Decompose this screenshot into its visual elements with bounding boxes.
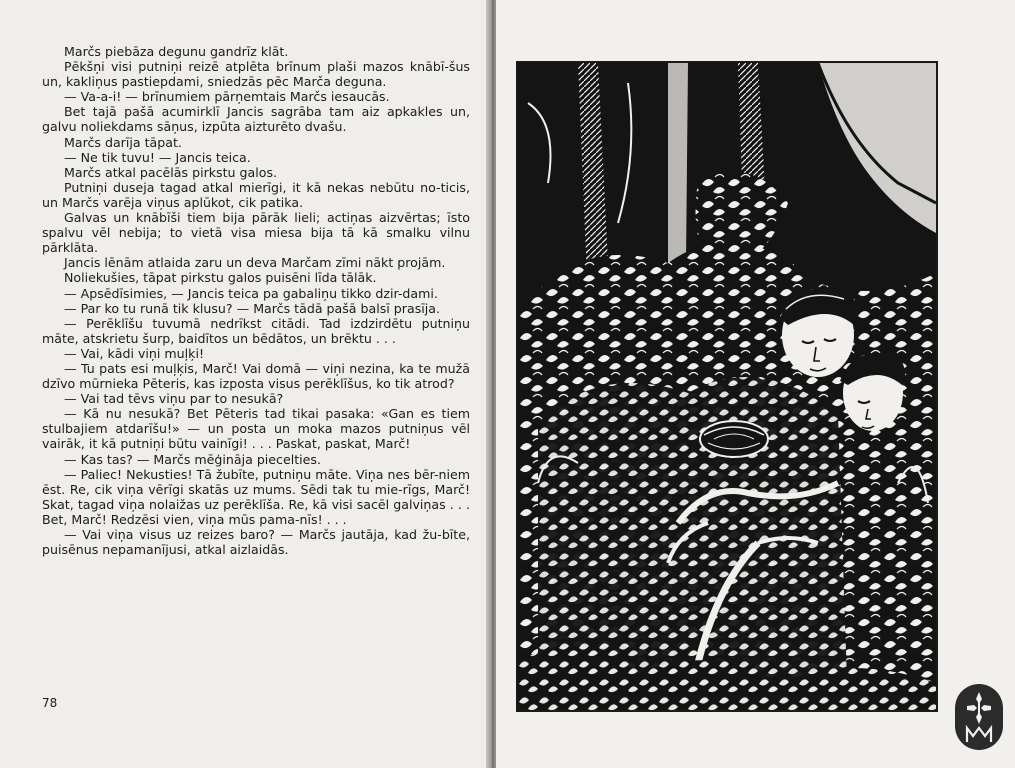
paragraph: — Vai, kādi viņi muļķi!: [64, 345, 204, 361]
paragraph: — Perēklīšu tuvumā nedrīkst citādi. Tad izdzirdētu putniņu māte, atskrietu šurp, baidītos un bēdātos, un brēktu . . .: [42, 315, 470, 346]
paragraph: Marčs piebāza degunu gandrīz klāt.: [64, 44, 289, 59]
paragraph: Putniņi duseja tagad atkal mierīgi, it kā nekas nebūtu no-ticis, un Marčs varēja viņus aplūkot, cik patika.: [42, 179, 470, 210]
paragraph: Bet tajā pašā acumirklī Jancis sagrāba tam aiz apkakles un, galvu noliekdams sāņus, izpūta aizturēto dvašu.: [42, 104, 470, 135]
story-text: [42, 44, 470, 557]
woodcut-illustration: [518, 63, 936, 710]
watermark-logo: [955, 684, 1003, 750]
snowflake-m-emblem-icon: [955, 684, 1003, 750]
paragraph: — Kas tas? — Marčs mēģināja piecelties.: [64, 451, 321, 467]
paragraph: — Apsēdīsimies, — Jancis teica pa gabaliņu tikko dzir-dami.: [64, 285, 438, 301]
paragraph: — Par ko tu runā tik klusu? — Marčs tādā pašā balsī prasīja.: [64, 300, 440, 316]
paragraph: Pēkšņi visi putniņi reizē atplēta brīnum plaši mazos knābī-šus un, kakliņus pastiepdami, sniedzās pēc Marča deguna.: [42, 59, 470, 90]
paragraph: — Vai tad tēvs viņu par to nesukā?: [64, 391, 284, 407]
paragraph: Noliekušies, tāpat pirkstu galos puisēni līda tālāk.: [64, 270, 377, 286]
paragraph: — Paliec! Nekusties! Tā žubīte, putniņu māte. Viņa nes bēr-niem ēst. Re, cik viņa vērīgi skatās uz mums. Sēdi tak tu mie-rīgs, Marč! Skat, tagad viņa nolaižas uz perēklīša. Re, kā visi sacēl galviņas . . . Bet, Marč! Redzēsi vien, viņa mūs pama-nīs! . . .: [42, 466, 470, 527]
paragraph: Jancis lēnām atlaida zaru un deva Marčam zīmi nākt projām.: [64, 255, 446, 271]
paragraph: Marčs darīja tāpat.: [64, 134, 182, 150]
paragraph: — Vai viņa visus uz reizes baro? — Marčs jautāja, kad žu-bīte, puisēnus nepamanījusi, atkal aizlaidās.: [42, 527, 470, 558]
left-page: [0, 0, 490, 768]
page-number: 78: [42, 696, 58, 710]
paragraph: Marčs atkal pacēlās pirkstu galos.: [64, 164, 278, 180]
paragraph: — Kā nu nesukā? Bet Pēteris tad tikai pasaka: «Gan es tiem stulbajiem atdarīšu!» — un posta un moka mazos putniņus vēl vairāk, it kā putniņi būtu vainīgi! . . . Paskat, paskat, Marč!: [42, 406, 470, 452]
paragraph: Galvas un knābīši tiem bija pārāk lieli; actiņas aizvērtas; īsto spalvu vēl nebija; to vietā visa miesa bija tā kā smalku vilnu pārklāta.: [42, 210, 470, 256]
paragraph: — Ne tik tuvu! — Jancis teica.: [64, 149, 251, 165]
paragraph: — Tu pats esi muļķis, Marč! Vai domā — viņi nezina, ka te mužā dzīvo mūrnieka Pēteris, kas izposta visus perēklīšus, ko tik atrod?: [42, 360, 470, 392]
paragraph: — Va-a-i! — brīnumiem pārņemtais Marčs iesaucās.: [64, 89, 390, 105]
